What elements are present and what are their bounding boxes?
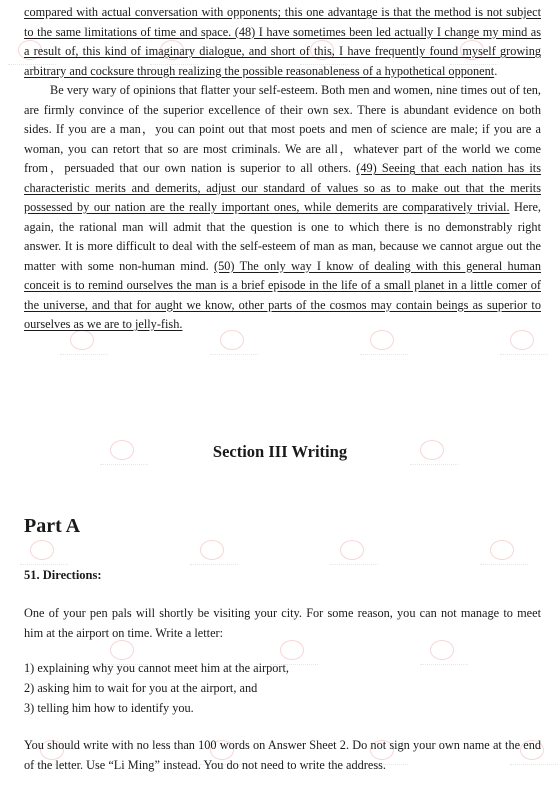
watermark-logo (190, 540, 238, 568)
list-item: 2) asking him to wait for you at the airport, and (24, 681, 258, 695)
directions-heading: 51. Directions: (24, 568, 102, 582)
list-item: 3) telling him how to identify you. (24, 701, 194, 715)
watermark-logo (330, 540, 378, 568)
list-item: 1) explaining why you cannot meet him at the airport, (24, 661, 289, 675)
translation-sentence-49: (49) Seeing that each nation has its characteristic merits and demerits, adjust our standard of values so as to make out that the merits possessed by our nation are the really important ones, while demerits are comparatively trivial. (24, 161, 541, 214)
watermark-logo (420, 640, 468, 668)
translation-sentence-48: (48) I have sometimes been led actually I change my mind as a result of, this kind of imaginary dialogue, and short of this, I have frequently found myself growing arbitrary and cocksure through realizing the possible reasonableness of a hypothetical opponent (24, 24, 542, 78)
passage-paragraph-1 (24, 3, 541, 81)
text: . (494, 63, 498, 78)
passage (24, 3, 541, 335)
underlined-text: compared with actual conversation with opponents; this one advantage is that the method is not subject to the same limitations of time and space. (24, 5, 541, 39)
part-title: Part A (24, 515, 81, 537)
watermark-logo (20, 540, 68, 568)
text: Here, again, the rational man will admit that the question is one to which there is no demonstrably right answer. It is more difficult to deal with the self-esteem of man as man, because we cannot argue out the matter with some non-human mind. (24, 200, 541, 273)
translation-sentence-50: (50) The only way I know of dealing with this general human conceit is to remind ourselves the man is a brief episode in the life of a small planet in a little comer of the universe, and that for aught we know, other parts of the cosmos may contain beings as superior to ourselves as we are to jelly-fish. (24, 258, 541, 331)
directions-closing: You should write with no less than 100 words on Answer Sheet 2. Do not sign your own name at the end of the letter. Use “Li Ming” instead. You do not need to write the address. (24, 738, 541, 772)
watermark-logo (480, 540, 528, 568)
text: Be very wary of opinions that flatter your self-esteem. Both men and women, nine times out of ten, are firmly convince of the superior excellence of their own sex. There is abundant evidence on both sides. If you are a man，you can point out that most poets and men of science are male; if you are a woman, you can retort that so are most criminals. We are all，whatever part of the world we come from，persuaded that our own nation is superior to all others. (24, 83, 541, 175)
passage-paragraph-2 (24, 81, 541, 335)
directions-intro: One of your pen pals will shortly be visiting your city. For some reason, you can not manage to meet him at the airport on time. Write a letter: (24, 606, 541, 640)
section-title: Section III Writing (212, 442, 348, 461)
